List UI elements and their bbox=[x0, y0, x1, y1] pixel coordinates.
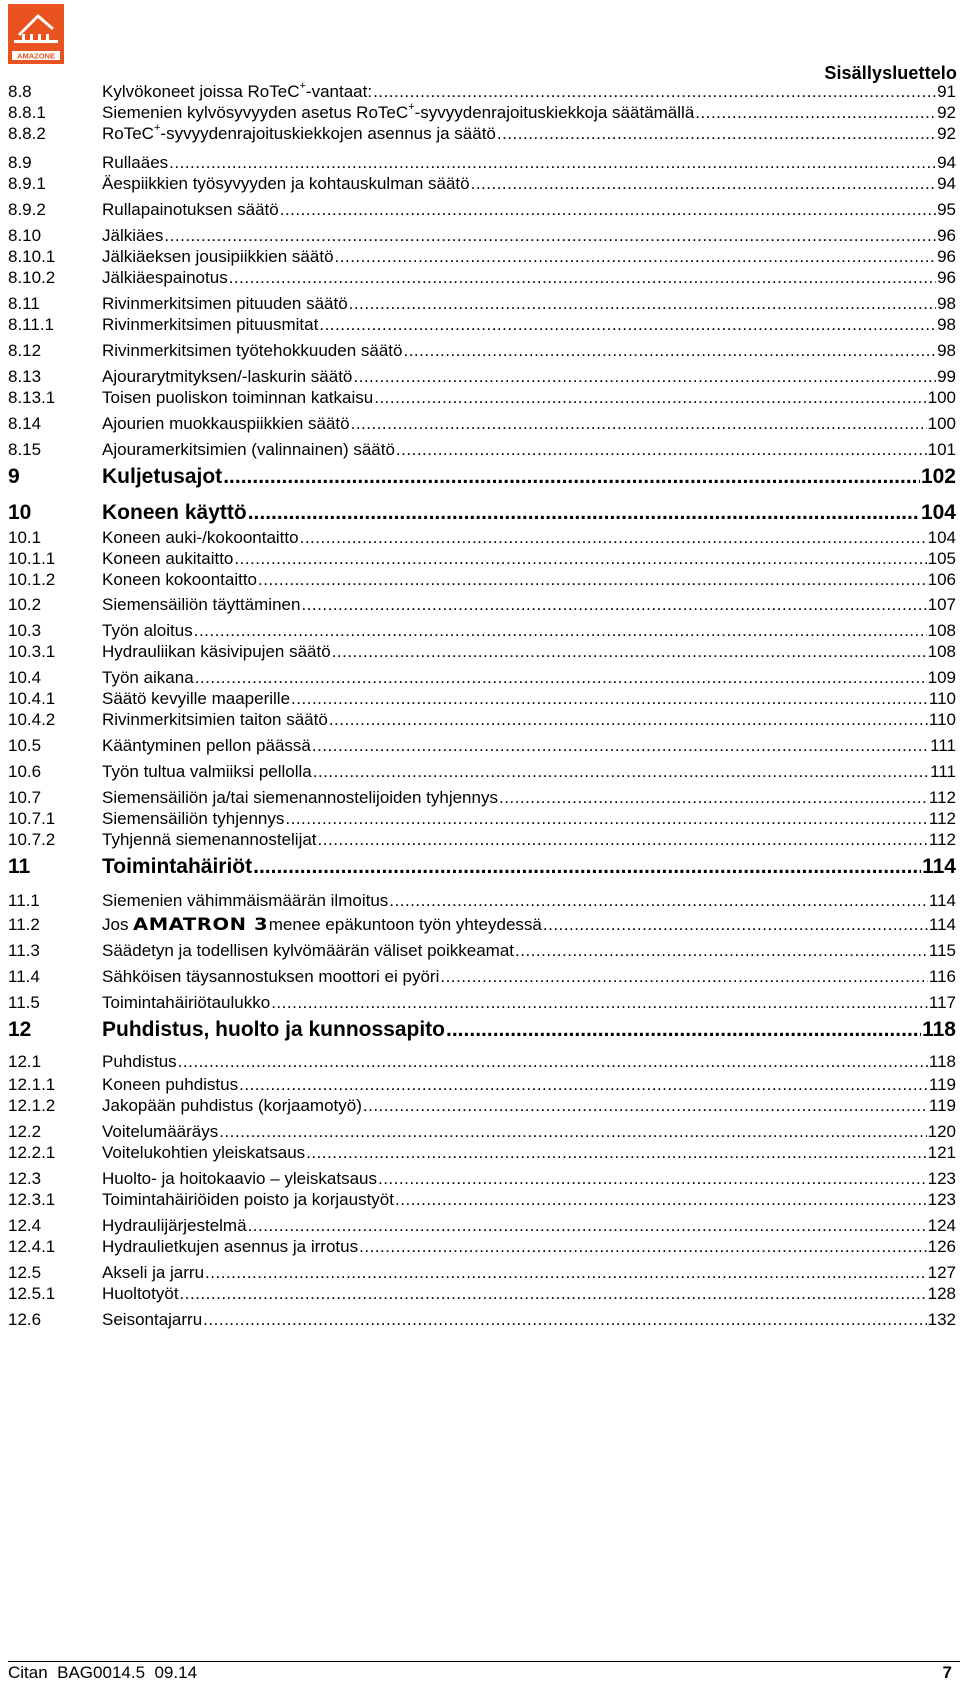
toc-entry[interactable] bbox=[8, 762, 956, 782]
toc-entry[interactable] bbox=[8, 1122, 956, 1142]
toc-leader-dots bbox=[335, 247, 937, 267]
toc-entry-page: 94 bbox=[937, 174, 956, 193]
toc-entry-number: 8.10.2 bbox=[8, 268, 56, 287]
toc-entry-number: 10.1 bbox=[8, 528, 42, 547]
footer-divider bbox=[8, 1661, 960, 1662]
toc-entry-page: 127 bbox=[927, 1263, 956, 1282]
toc-entry-title: Toimintahäiriöt bbox=[102, 855, 253, 878]
toc-entry-title: Koneen kokoontaitto bbox=[102, 570, 258, 589]
toc-entry[interactable] bbox=[8, 388, 956, 408]
toc-entry-page: 105 bbox=[927, 549, 956, 568]
toc-entry[interactable] bbox=[8, 710, 956, 730]
toc-entry-number: 8.11 bbox=[8, 294, 40, 313]
toc-entry-title: Tyhjennä siemenannostelijat bbox=[102, 830, 317, 849]
toc-entry[interactable] bbox=[8, 1052, 956, 1072]
toc-entry-page: 104 bbox=[920, 501, 956, 524]
toc-entry-number: 10.7 bbox=[8, 788, 42, 807]
toc-leader-dots bbox=[248, 1216, 927, 1236]
toc-leader-dots bbox=[229, 268, 936, 288]
toc-entry-number: 10.1.1 bbox=[8, 549, 56, 568]
toc-entry-title: Työn aikana bbox=[102, 668, 194, 687]
toc-entry[interactable] bbox=[8, 689, 956, 709]
toc-entry-title: Hydraulietkujen asennus ja irrotus bbox=[102, 1237, 359, 1256]
toc-entry[interactable] bbox=[8, 854, 956, 880]
toc-entry-title: Kuljetusajot bbox=[102, 465, 223, 488]
superscript: + bbox=[408, 101, 415, 114]
toc-entry[interactable] bbox=[8, 528, 956, 548]
toc-entry-page: 116 bbox=[928, 967, 956, 986]
toc-entry-page: 96 bbox=[937, 268, 956, 287]
toc-entry-title: Rullaäes bbox=[102, 153, 169, 172]
toc-entry-title: Hydrauliikan käsivipujen säätö bbox=[102, 642, 331, 661]
toc-leader-dots bbox=[499, 788, 928, 808]
toc-entry-title: Siemenien vähimmäismäärän ilmoitus bbox=[102, 891, 389, 910]
toc-entry-page: 96 bbox=[937, 247, 956, 266]
toc-leader-dots bbox=[396, 440, 927, 460]
footer-page-number: 7 bbox=[942, 1663, 952, 1682]
toc-entry-number: 10.7.1 bbox=[8, 809, 56, 828]
toc-leader-dots bbox=[332, 642, 927, 662]
toc-entry-page: 106 bbox=[927, 570, 956, 589]
toc-entry-page: 92 bbox=[937, 124, 956, 143]
toc-leader-dots bbox=[291, 689, 928, 709]
toc-entry-number: 8.8.1 bbox=[8, 103, 46, 122]
footer-document-id: Citan BAG0014.5 09.14 bbox=[8, 1663, 198, 1682]
toc-entry-page: 132 bbox=[927, 1310, 956, 1329]
toc-entry[interactable] bbox=[8, 1190, 956, 1210]
toc-entry-title: Akseli ja jarru bbox=[102, 1263, 205, 1282]
toc-leader-dots bbox=[280, 200, 936, 220]
toc-entry-title: Sähköisen täysannostuksen moottori ei pyöri bbox=[102, 967, 440, 986]
toc-entry-page: 102 bbox=[920, 465, 956, 488]
toc-entry-page: 94 bbox=[937, 153, 956, 172]
toc-leader-dots bbox=[403, 341, 936, 361]
toc-entry-number: 10.6 bbox=[8, 762, 42, 781]
toc-entry[interactable] bbox=[8, 1017, 956, 1043]
toc-leader-dots bbox=[319, 315, 936, 335]
toc-entry-number: 10 bbox=[8, 501, 32, 524]
toc-leader-dots bbox=[203, 1310, 926, 1330]
toc-entry[interactable] bbox=[8, 967, 956, 987]
toc-leader-dots bbox=[248, 500, 920, 526]
toc-leader-dots bbox=[234, 549, 926, 569]
toc-entry-title: Siemensäiliön ja/tai siemenannostelijoiden tyhjennys bbox=[102, 788, 498, 807]
toc-entry[interactable] bbox=[8, 736, 956, 756]
toc-entry-page: 110 bbox=[928, 710, 956, 729]
toc-entry[interactable] bbox=[8, 915, 956, 935]
toc-leader-dots bbox=[349, 294, 936, 314]
toc-entry[interactable] bbox=[8, 642, 956, 662]
toc-entry-title: Voitelumääräys bbox=[102, 1122, 219, 1141]
toc-entry-number: 9 bbox=[8, 465, 20, 488]
toc-leader-dots bbox=[169, 153, 936, 173]
toc-leader-dots bbox=[374, 388, 926, 408]
toc-entry-page: 98 bbox=[937, 341, 956, 360]
toc-leader-dots bbox=[253, 854, 921, 880]
amazone-logo bbox=[8, 4, 64, 64]
toc-entry-number: 11.5 bbox=[8, 993, 40, 1012]
toc-entry-page: 119 bbox=[928, 1075, 956, 1094]
toc-entry-number: 12.5.1 bbox=[8, 1284, 56, 1303]
toc-leader-dots bbox=[313, 762, 929, 782]
toc-entry-number: 8.11.1 bbox=[8, 315, 55, 334]
toc-entry[interactable] bbox=[8, 268, 956, 288]
toc-entry-number: 11 bbox=[8, 855, 31, 878]
toc-leader-dots bbox=[205, 1263, 927, 1283]
toc-entry-title: Voitelukohtien yleiskatsaus bbox=[102, 1143, 306, 1162]
toc-leader-dots bbox=[178, 1052, 928, 1072]
toc-leader-dots bbox=[219, 1122, 926, 1142]
toc-entry-number: 8.8.2 bbox=[8, 124, 46, 143]
toc-leader-dots bbox=[306, 1143, 926, 1163]
toc-entry-title: Säädetyn ja todellisen kylvömäärän väliset poikkeamat bbox=[102, 941, 515, 960]
toc-leader-dots bbox=[373, 82, 936, 102]
toc-leader-dots bbox=[312, 736, 929, 756]
toc-entry-number: 12.2 bbox=[8, 1122, 42, 1141]
toc-entry[interactable] bbox=[8, 247, 956, 267]
toc-entry-number: 12.3.1 bbox=[8, 1190, 56, 1209]
toc-entry-number: 8.13.1 bbox=[8, 388, 56, 407]
toc-entry-title: Rivinmerkitsimen työtehokkuuden säätö bbox=[102, 341, 403, 360]
toc-leader-dots bbox=[194, 621, 927, 641]
toc-entry-page: 114 bbox=[928, 915, 956, 934]
toc-entry-title: Koneen puhdistus bbox=[102, 1075, 239, 1094]
toc-entry-title: Äespiikkien työsyvyyden ja kohtauskulman säätö bbox=[102, 174, 470, 193]
toc-entry-page: 118 bbox=[928, 1052, 956, 1071]
toc-entry-page: 98 bbox=[937, 294, 956, 313]
toc-entry-number: 11.1 bbox=[8, 891, 40, 910]
toc-entry[interactable] bbox=[8, 570, 956, 590]
toc-leader-dots bbox=[164, 226, 936, 246]
toc-leader-dots bbox=[239, 1075, 928, 1095]
toc-entry-number: 8.9 bbox=[8, 153, 32, 172]
toc-entry[interactable] bbox=[8, 1284, 956, 1304]
toc-entry[interactable] bbox=[8, 891, 956, 911]
toc-entry[interactable] bbox=[8, 200, 956, 220]
toc-leader-dots bbox=[329, 710, 928, 730]
toc-entry-title: Ajourarytmityksen/-laskurin säätö bbox=[102, 367, 353, 386]
toc-entry[interactable] bbox=[8, 941, 956, 961]
toc-entry-title: Puhdistus, huolto ja kunnossapito bbox=[102, 1018, 446, 1041]
toc-leader-dots bbox=[497, 124, 936, 144]
toc-entry-title: Koneen aukitaitto bbox=[102, 549, 234, 568]
toc-entry-page: 111 bbox=[930, 762, 956, 781]
toc-entry-page: 115 bbox=[928, 941, 956, 960]
toc-entry-page: 114 bbox=[922, 855, 956, 878]
toc-entry-number: 12.4 bbox=[8, 1216, 42, 1235]
toc-leader-dots bbox=[258, 570, 927, 590]
toc-entry-page: 96 bbox=[937, 226, 956, 245]
toc-entry-title: Seisontajarru bbox=[102, 1310, 203, 1329]
toc-entry[interactable] bbox=[8, 993, 956, 1013]
toc-entry-number: 12.1.1 bbox=[8, 1075, 56, 1094]
toc-leader-dots bbox=[695, 103, 936, 123]
toc-entry-page: 104 bbox=[927, 528, 956, 547]
toc-entry-title: Ajouramerkitsimien (valinnainen) säätö bbox=[102, 440, 395, 459]
toc-entry[interactable] bbox=[8, 1310, 956, 1330]
toc-entry-page: 112 bbox=[928, 809, 956, 828]
superscript: + bbox=[299, 80, 306, 93]
toc-leader-dots bbox=[271, 993, 928, 1013]
toc-entry-number: 12.2.1 bbox=[8, 1143, 56, 1162]
toc-entry-title: Jakopään puhdistus (korjaamotyö) bbox=[102, 1096, 362, 1115]
toc-entry[interactable] bbox=[8, 1143, 956, 1163]
toc-entry-number: 8.9.1 bbox=[8, 174, 46, 193]
toc-entry-title: Huolto- ja hoitokaavio – yleiskatsaus bbox=[102, 1169, 377, 1188]
toc-entry[interactable] bbox=[8, 595, 956, 615]
toc-entry-page: 124 bbox=[927, 1216, 956, 1235]
toc-entry[interactable] bbox=[8, 621, 956, 641]
toc-entry-page: 128 bbox=[927, 1284, 956, 1303]
toc-entry-title: RoTeC+-syvyydenrajoituskiekkojen asennus ja säätö bbox=[102, 122, 496, 143]
toc-entry-title: Rullapainotuksen säätö bbox=[102, 200, 279, 219]
toc-entry-title: Koneen käyttö bbox=[102, 501, 247, 524]
toc-entry[interactable] bbox=[8, 1096, 956, 1116]
toc-entry-page: 126 bbox=[927, 1237, 956, 1256]
toc-leader-dots bbox=[446, 1017, 921, 1043]
toc-leader-dots bbox=[195, 668, 927, 688]
toc-entry-number: 8.10.1 bbox=[8, 247, 56, 266]
toc-entry-title: Työn tultua valmiiksi pellolla bbox=[102, 762, 312, 781]
toc-leader-dots bbox=[351, 414, 927, 434]
toc-entry[interactable] bbox=[8, 500, 956, 526]
toc-entry-page: 108 bbox=[927, 621, 956, 640]
toc-entry-number: 12.5 bbox=[8, 1263, 42, 1282]
toc-entry-page: 109 bbox=[927, 668, 956, 687]
toc-entry-number: 8.13 bbox=[8, 367, 42, 386]
toc-entry-page: 112 bbox=[928, 788, 956, 807]
toc-entry-title: Rivinmerkitsimien taiton säätö bbox=[102, 710, 328, 729]
toc-leader-dots bbox=[440, 967, 928, 987]
toc-leader-dots bbox=[543, 915, 928, 935]
toc-entry-page: 114 bbox=[928, 891, 956, 910]
toc-entry-page: 99 bbox=[937, 367, 956, 386]
toc-leader-dots bbox=[301, 595, 926, 615]
toc-entry-number: 12 bbox=[8, 1018, 32, 1041]
page-title: Sisällysluettelo bbox=[824, 63, 957, 83]
toc-entry[interactable] bbox=[8, 788, 956, 808]
toc-entry-title: Huoltotyöt bbox=[102, 1284, 179, 1303]
toc-entry-number: 11.3 bbox=[8, 941, 40, 960]
toc-entry-title: Siemensäiliön tyhjennys bbox=[102, 809, 285, 828]
toc-entry-number: 10.3 bbox=[8, 621, 42, 640]
toc-entry-page: 95 bbox=[937, 200, 956, 219]
toc-entry-number: 8.14 bbox=[8, 414, 42, 433]
toc-entry[interactable] bbox=[8, 367, 956, 387]
logo-wordmark: AMAZONE bbox=[17, 51, 55, 61]
toc-entry[interactable] bbox=[8, 830, 956, 850]
toc-entry-page: 100 bbox=[927, 414, 956, 433]
toc-entry[interactable] bbox=[8, 440, 956, 460]
toc-entry-title: Kääntyminen pellon päässä bbox=[102, 736, 311, 755]
toc-leader-dots bbox=[515, 941, 928, 961]
toc-entry-page: 120 bbox=[927, 1122, 956, 1141]
toc-entry[interactable] bbox=[8, 82, 956, 102]
toc-entry-title: Toisen puoliskon toiminnan katkaisu bbox=[102, 388, 374, 407]
toc-entry-number: 10.3.1 bbox=[8, 642, 56, 661]
toc-entry-number: 10.2 bbox=[8, 595, 42, 614]
toc-leader-dots bbox=[285, 809, 928, 829]
toc-entry-title: Toimintahäiriötaulukko bbox=[102, 993, 271, 1012]
toc-entry[interactable] bbox=[8, 153, 956, 173]
toc-entry-page: 123 bbox=[927, 1169, 956, 1188]
toc-leader-dots bbox=[389, 891, 928, 911]
toc-entry-page: 110 bbox=[928, 689, 956, 708]
toc-entry-title: Jälkiäes bbox=[102, 226, 164, 245]
toc-entry-title: Työn aloitus bbox=[102, 621, 193, 640]
toc-entry-page: 92 bbox=[937, 103, 956, 122]
toc-entry-number: 10.4.1 bbox=[8, 689, 56, 708]
toc-entry[interactable] bbox=[8, 464, 956, 490]
toc-entry-title: Säätö kevyille maaperille bbox=[102, 689, 291, 708]
toc-entry[interactable] bbox=[8, 341, 956, 361]
toc-entry[interactable] bbox=[8, 1263, 956, 1283]
toc-leader-dots bbox=[318, 830, 928, 850]
toc-entry-page: 112 bbox=[928, 830, 956, 849]
toc-entry-title: Ajourien muokkauspiikkien säätö bbox=[102, 414, 350, 433]
toc-entry-page: 101 bbox=[927, 440, 956, 459]
amazone-logo-icon bbox=[8, 4, 64, 64]
toc-leader-dots bbox=[363, 1096, 928, 1116]
toc-entry-title: Kylvökoneet joissa RoTeC+-vantaat: bbox=[102, 80, 373, 101]
toc-entry[interactable] bbox=[8, 124, 956, 144]
toc-entry[interactable] bbox=[8, 174, 956, 194]
toc-entry[interactable] bbox=[8, 294, 956, 314]
toc-entry-title: Hydraulijärjestelmä bbox=[102, 1216, 247, 1235]
toc-leader-dots bbox=[300, 528, 927, 548]
toc-entry-number: 8.9.2 bbox=[8, 200, 46, 219]
toc-entry-number: 8.12 bbox=[8, 341, 42, 360]
toc-entry-number: 8.8 bbox=[8, 82, 32, 101]
toc-entry-number: 11.2 bbox=[8, 915, 40, 934]
toc-entry-number: 8.15 bbox=[8, 440, 42, 459]
toc-entry-number: 12.1.2 bbox=[8, 1096, 56, 1115]
toc-entry-title: Siemenien kylvösyvyyden asetus RoTeC+-syvyydenrajoituskiekkoja säätämällä bbox=[102, 101, 695, 122]
toc-leader-dots bbox=[471, 174, 936, 194]
toc-entry-title: Rivinmerkitsimen pituuden säätö bbox=[102, 294, 348, 313]
toc-entry-page: 118 bbox=[922, 1018, 956, 1041]
toc-entry[interactable] bbox=[8, 1169, 956, 1189]
toc-entry[interactable] bbox=[8, 1216, 956, 1236]
toc-entry-page: 100 bbox=[927, 388, 956, 407]
toc-entry-number: 12.1 bbox=[8, 1052, 42, 1071]
toc-entry[interactable] bbox=[8, 809, 956, 829]
toc-entry-title: Puhdistus bbox=[102, 1052, 177, 1071]
amatron-brand-logo: AMATRON 3 bbox=[133, 915, 269, 935]
superscript: + bbox=[153, 122, 161, 135]
toc-entry-page: 91 bbox=[937, 82, 956, 101]
toc-entry-title: Jälkiäeksen jousipiikkien säätö bbox=[102, 247, 334, 266]
toc-entry-page: 117 bbox=[928, 993, 956, 1012]
toc-entry[interactable] bbox=[8, 1075, 956, 1095]
toc-entry[interactable] bbox=[8, 668, 956, 688]
toc-entry-number: 10.1.2 bbox=[8, 570, 56, 589]
toc-entry-title: Siemensäiliön täyttäminen bbox=[102, 595, 301, 614]
toc-entry-page: 119 bbox=[928, 1096, 956, 1115]
toc-entry-page: 98 bbox=[937, 315, 956, 334]
toc-entry-number: 11.4 bbox=[8, 967, 40, 986]
toc-entry-number: 12.3 bbox=[8, 1169, 42, 1188]
toc-entry-title: Rivinmerkitsimen pituusmitat bbox=[102, 315, 319, 334]
toc-entry[interactable] bbox=[8, 1237, 956, 1257]
toc-entry-title: Jälkiäespainotus bbox=[102, 268, 228, 287]
toc-entry-number: 12.4.1 bbox=[8, 1237, 56, 1256]
toc-leader-dots bbox=[353, 367, 936, 387]
toc-entry[interactable] bbox=[8, 414, 956, 434]
toc-entry-number: 10.4 bbox=[8, 668, 42, 687]
toc-leader-dots bbox=[395, 1190, 927, 1210]
toc-entry-title: Koneen auki-/kokoontaitto bbox=[102, 528, 299, 547]
toc-leader-dots bbox=[378, 1169, 927, 1189]
toc-leader-dots bbox=[223, 464, 920, 490]
toc-entry-page: 107 bbox=[927, 595, 956, 614]
toc-entry-title: Toimintahäiriöiden poisto ja korjaustyöt bbox=[102, 1190, 394, 1209]
toc-leader-dots bbox=[180, 1284, 927, 1304]
toc-entry[interactable] bbox=[8, 226, 956, 246]
toc-entry-page: 111 bbox=[930, 736, 956, 755]
toc-entry-title: Jos AMATRON 3menee epäkuntoon työn yhteydessä bbox=[102, 915, 542, 935]
toc-entry-page: 123 bbox=[927, 1190, 956, 1209]
toc-entry-number: 10.7.2 bbox=[8, 830, 56, 849]
toc-entry-number: 10.5 bbox=[8, 736, 42, 755]
toc-leader-dots bbox=[359, 1237, 927, 1257]
toc-entry-page: 108 bbox=[927, 642, 956, 661]
toc-entry[interactable] bbox=[8, 103, 956, 123]
toc-entry-number: 12.6 bbox=[8, 1310, 42, 1329]
toc-entry[interactable] bbox=[8, 549, 956, 569]
toc-entry-page: 121 bbox=[927, 1143, 956, 1162]
toc-entry-number: 10.4.2 bbox=[8, 710, 56, 729]
toc-entry[interactable] bbox=[8, 315, 956, 335]
toc-entry-number: 8.10 bbox=[8, 226, 42, 245]
